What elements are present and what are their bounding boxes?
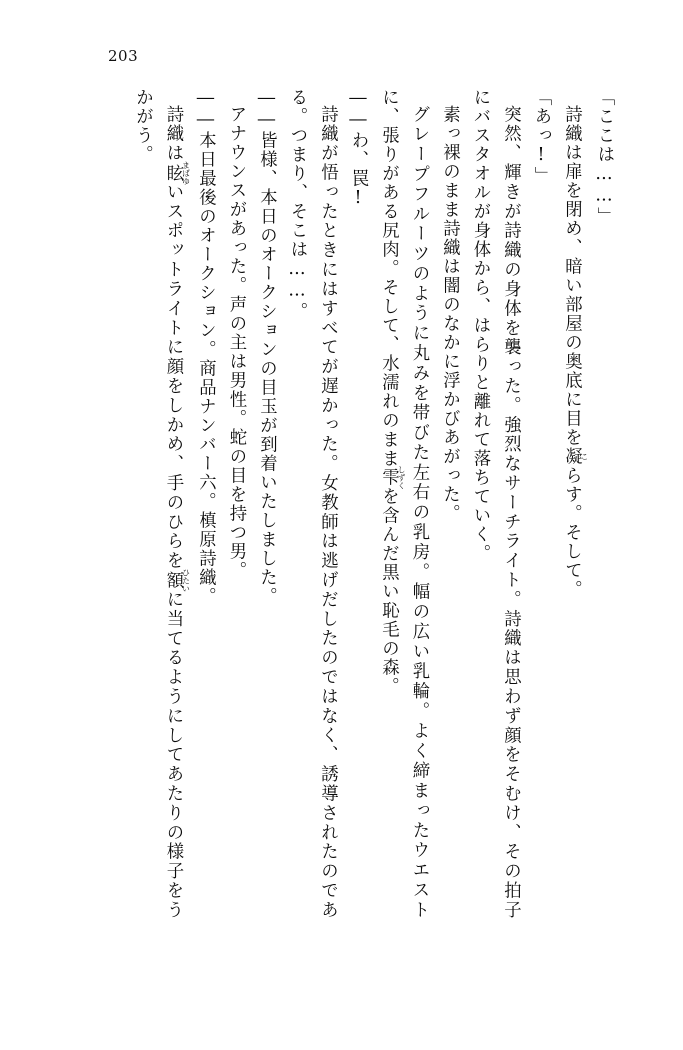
paragraph: 突然、輝きが詩織の身体を襲った。強烈なサーチライト。詩織は思わず顔をそむけ、その拍子にバスタオルが身体から、はらりと離れて落ちていく。	[470, 88, 521, 920]
paragraph: ――本日最後のオークション。商品ナンバー六。槙原詩織。	[195, 88, 216, 607]
ruby-mabayui: 眩まばゆ	[163, 161, 191, 186]
ruby-shizuku: 雫しずく	[378, 465, 406, 490]
paragraph: ――皆様、本日のオークションの目玉が到着いたしました。	[256, 88, 277, 607]
ruby-hitai: 額ひたい	[163, 568, 191, 593]
paragraph	[556, 88, 589, 920]
page-number: 203	[108, 47, 139, 65]
body-text	[89, 88, 619, 920]
paragraph: 詩織が悟ったときにはすべてが遅かった。女教師は逃げだしたのではなく、誘導されたのである。つまり、そこは……。	[287, 88, 338, 920]
paragraph: 「ここは……」	[594, 88, 614, 227]
paragraph-text: 詩織は扉を閉め、暗い部屋の奥底に目を凝こらす。そして。	[561, 105, 589, 600]
paragraph-text: 詩織は眩まばゆいスポットライトに顔をしかめ、手のひらを額ひたいに当てるようにしてあたりの様子をうかがう。	[132, 88, 191, 921]
paragraph	[127, 88, 190, 920]
paragraph	[373, 88, 434, 920]
paragraph: アナウンスがあった。声の主は男性。蛇の目を持つ男。	[226, 105, 246, 581]
paragraph: ――わ、罠!	[348, 88, 368, 210]
paragraph: 素っ裸のまま詩織は闇のなかに浮かびあがった。	[439, 105, 460, 524]
ruby-kora: 凝こ	[561, 447, 589, 467]
paragraph: 「あっ!」	[531, 88, 551, 186]
paragraph-text: グレープフルーツのように丸みを帯びた左右の乳房。幅の広い乳輪。よく締まったウエストに、張りがある尻肉。そして、水濡れのまま雫しずくを含んだ黒い恥毛の森。	[378, 88, 429, 920]
